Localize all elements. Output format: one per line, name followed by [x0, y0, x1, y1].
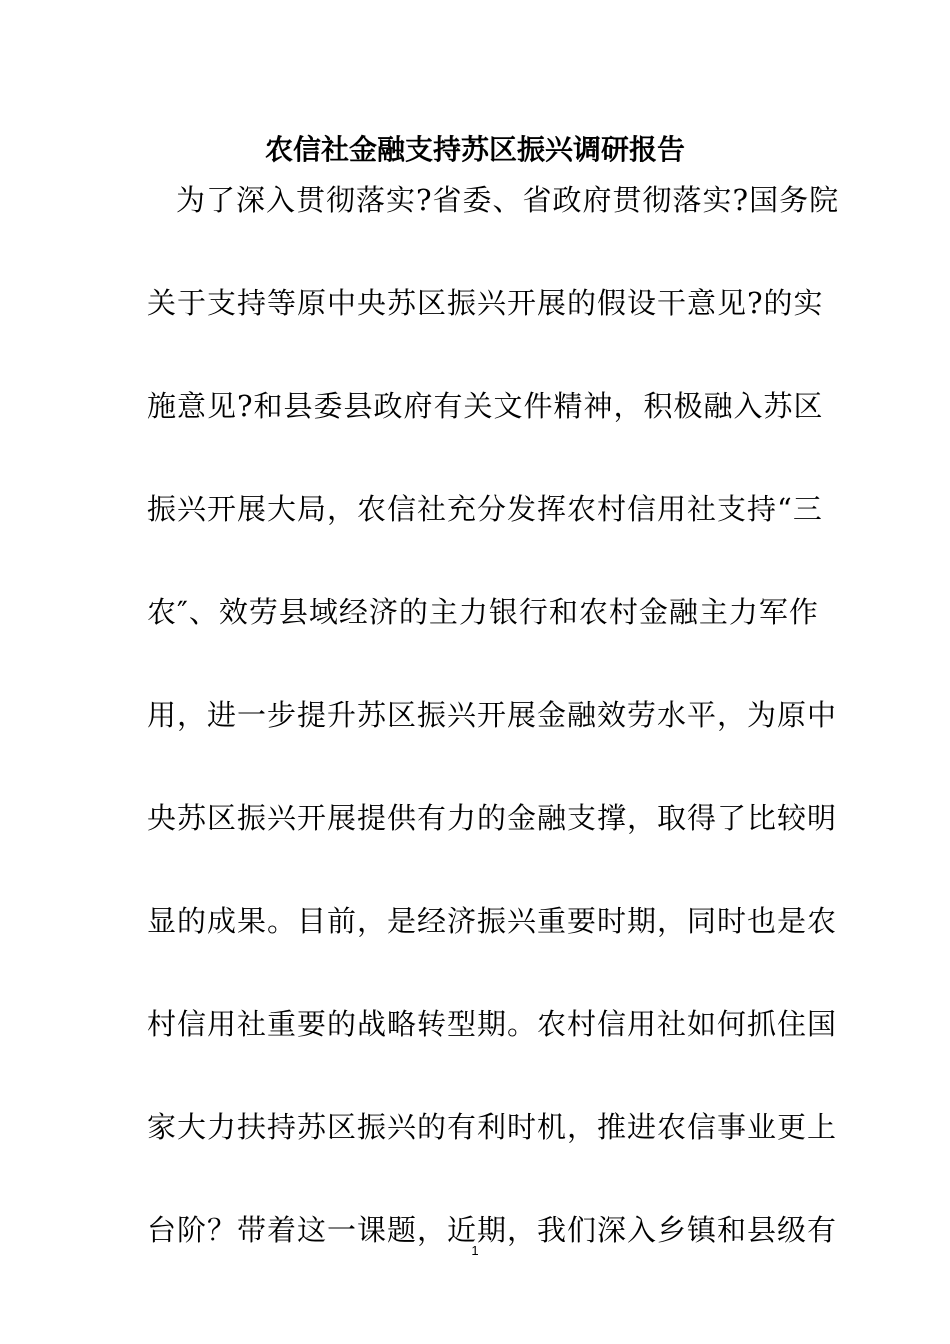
body-line: 村信用社重要的战略转型期。农村信用社如何抓住国 [147, 1007, 838, 1041]
document-body [147, 178, 840, 1311]
body-line: 农″、效劳县域经济的主力银行和农村金融主力军作 [147, 595, 819, 629]
body-line: 施意见?和县委县政府有关文件精神，积极融入苏区 [147, 389, 824, 423]
body-line: 央苏区振兴开展提供有力的金融支撑，取得了比较明 [147, 801, 838, 835]
body-line: 用，进一步提升苏区振兴开展金融效劳水平，为原中 [147, 698, 838, 732]
body-line: 为了深入贯彻落实?省委、省政府贯彻落实?国务院 [176, 183, 840, 217]
body-line: 台阶？带着这一课题，近期，我们深入乡镇和县级有 [147, 1213, 838, 1247]
document-title: 农信社金融支持苏区振兴调研报告 [264, 133, 685, 166]
page-number: 1 [471, 1243, 479, 1258]
body-line: 家大力扶持苏区振兴的有利时机，推进农信事业更上 [147, 1110, 838, 1144]
body-line: 关于支持等原中央苏区振兴开展的假设干意见?的实 [147, 286, 824, 320]
body-line: 振兴开展大局，农信社充分发挥农村信用社支持“三 [147, 492, 823, 526]
body-line: 显的成果。目前，是经济振兴重要时期，同时也是农 [147, 904, 838, 938]
